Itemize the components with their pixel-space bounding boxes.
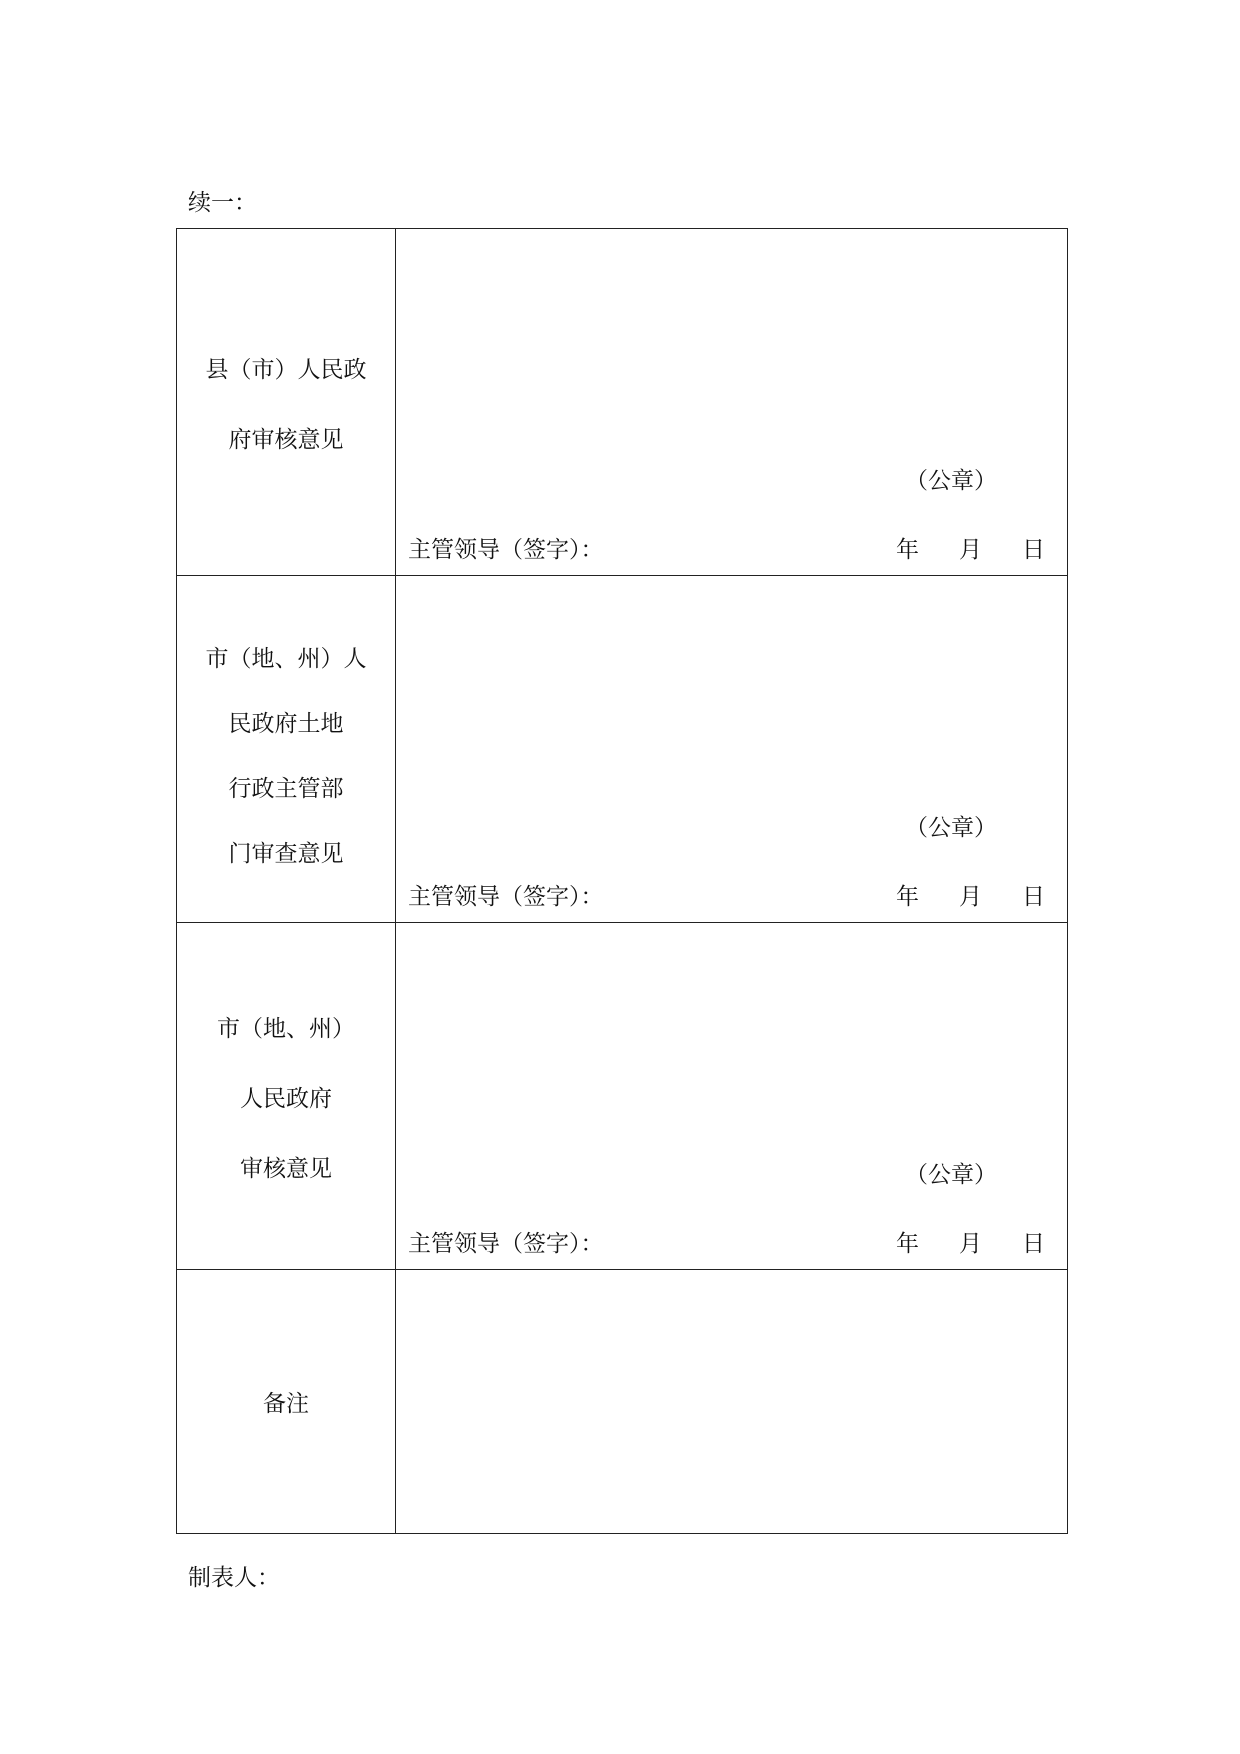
date-day: 日 <box>1022 537 1045 563</box>
date-month: 月 <box>959 537 982 563</box>
date-year: 年 <box>896 884 919 910</box>
signature-date <box>896 535 1045 565</box>
remarks-row <box>177 1270 1068 1534</box>
date-day: 日 <box>1022 1231 1045 1257</box>
label-line: 府审核意见 <box>228 426 344 453</box>
continuation-heading: 续一： <box>188 190 257 216</box>
county-review-label <box>177 229 395 575</box>
label-line: 备注 <box>263 1391 309 1417</box>
official-seal-label: （公章） <box>905 468 997 494</box>
city-government-label <box>177 923 395 1269</box>
city-land-dept-label-cell <box>177 576 396 923</box>
date-day: 日 <box>1022 884 1045 910</box>
county-review-label-cell <box>177 229 396 576</box>
label-line: 市（地、州）人 <box>205 646 367 672</box>
form-preparer-label: 制表人： <box>188 1565 280 1591</box>
approval-form-table <box>176 228 1068 1534</box>
city-land-dept-label <box>177 576 395 922</box>
remarks-field[interactable] <box>396 1270 1068 1534</box>
signature-date <box>896 1229 1045 1259</box>
label-line: 人民政府 <box>240 1085 332 1112</box>
remarks-label <box>177 1270 395 1533</box>
date-year: 年 <box>896 1231 919 1257</box>
supervisor-signature-label: 主管领导（签字）： <box>408 884 604 910</box>
signature-date <box>896 882 1045 912</box>
date-month: 月 <box>959 1231 982 1257</box>
county-review-opinion-field[interactable] <box>396 229 1068 576</box>
label-line: 市（地、州） <box>217 1015 355 1042</box>
date-year: 年 <box>896 537 919 563</box>
label-line: 县（市）人民政 <box>205 356 367 383</box>
city-land-dept-opinion-field[interactable] <box>396 576 1068 923</box>
official-seal-label: （公章） <box>905 1162 997 1188</box>
date-month: 月 <box>959 884 982 910</box>
supervisor-signature-label: 主管领导（签字）： <box>408 537 604 563</box>
label-line: 民政府土地 <box>228 711 344 737</box>
remarks-label-cell <box>177 1270 396 1534</box>
label-line: 审核意见 <box>240 1155 332 1182</box>
city-government-opinion-field[interactable] <box>396 923 1068 1270</box>
city-government-label-cell <box>177 923 396 1270</box>
label-line: 门审查意见 <box>228 841 344 867</box>
city-government-review-row <box>177 923 1068 1270</box>
county-review-row <box>177 229 1068 576</box>
supervisor-signature-label: 主管领导（签字）： <box>408 1231 604 1257</box>
label-line: 行政主管部 <box>228 776 344 802</box>
official-seal-label: （公章） <box>905 815 997 841</box>
city-land-dept-review-row <box>177 576 1068 923</box>
